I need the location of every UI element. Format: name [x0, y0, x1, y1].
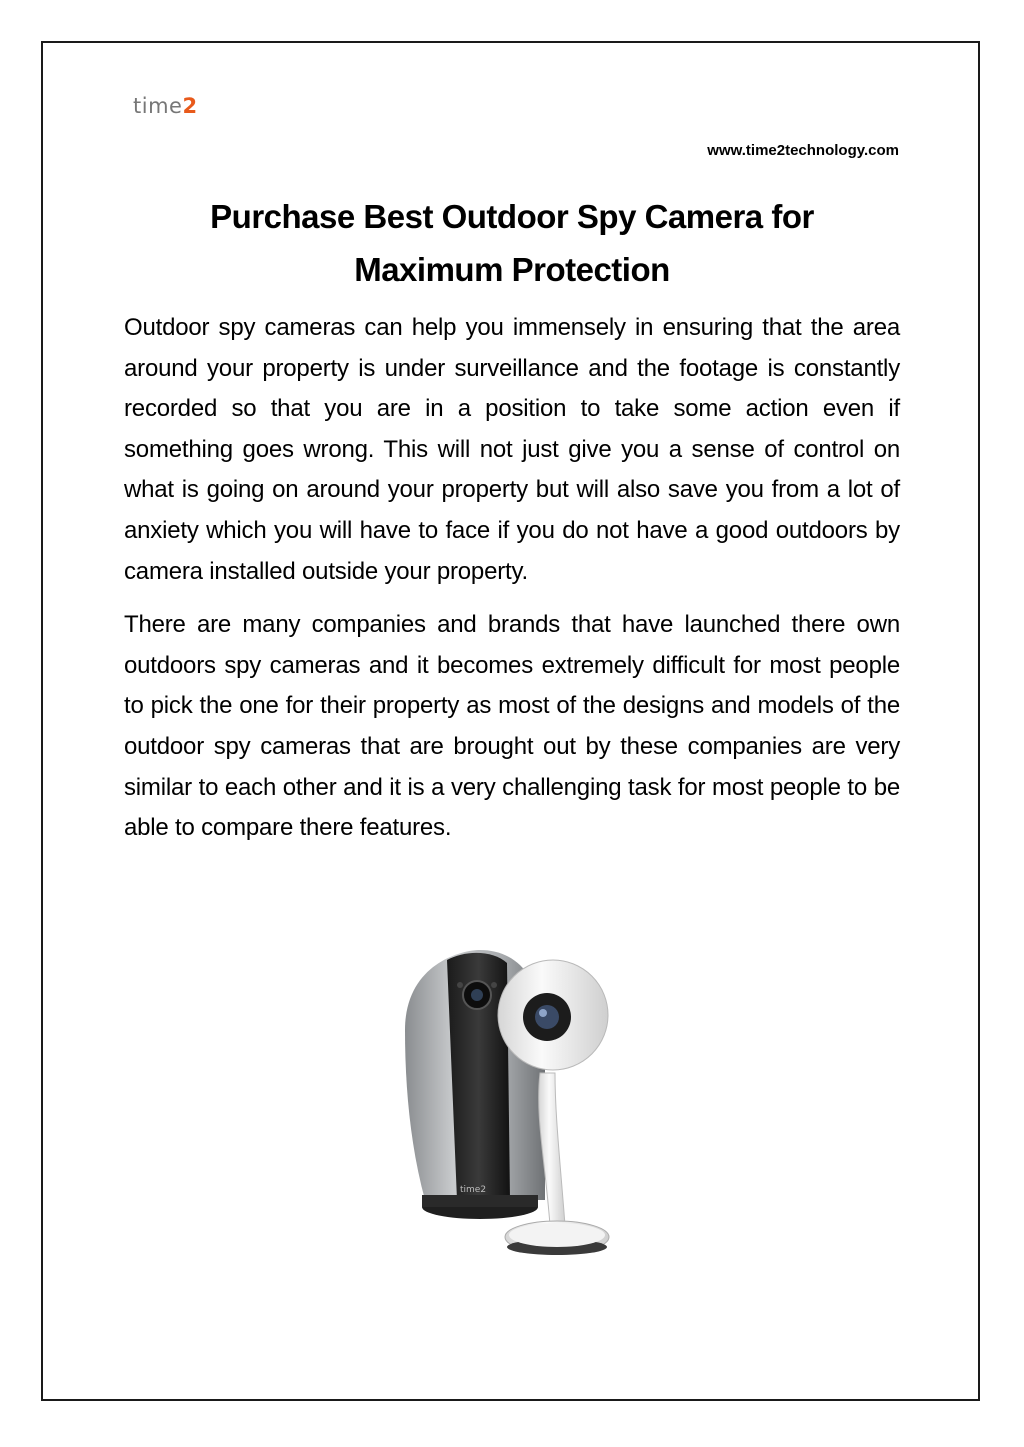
article-body [124, 308, 900, 862]
product-image-cameras [385, 945, 625, 1265]
paragraph-1: Outdoor spy cameras can help you immensely in ensuring that the area around your property is under surveillance and the footage is constantly recorded so that you are in a position to take some action even if something goes wrong. This will not just give you a sense of control on what is going on around your property but will also save you from a lot of anxiety which you will have to face if you do not have a good outdoors by camera installed outside your property. [124, 314, 900, 585]
camera-brand-label: time2 [460, 1185, 487, 1195]
title-line-1: Purchase Best Outdoor Spy Camera for [210, 198, 814, 235]
website-url: www.time2technology.com [707, 142, 899, 159]
brand-logo [133, 94, 198, 118]
logo-text: time [133, 94, 183, 118]
paragraph-2: There are many companies and brands that have launched there own outdoors spy cameras and it becomes extremely difficult for most people to pick the one for their property as most of the designs and models of the outdoor spy cameras that are brought out by these companies are very similar to each other and it is a very challenging task for most people to be able to compare there features. [124, 611, 900, 842]
title-line-2: Maximum Protection [354, 251, 670, 288]
page-title [124, 190, 900, 296]
logo-accent-text: 2 [182, 94, 198, 118]
